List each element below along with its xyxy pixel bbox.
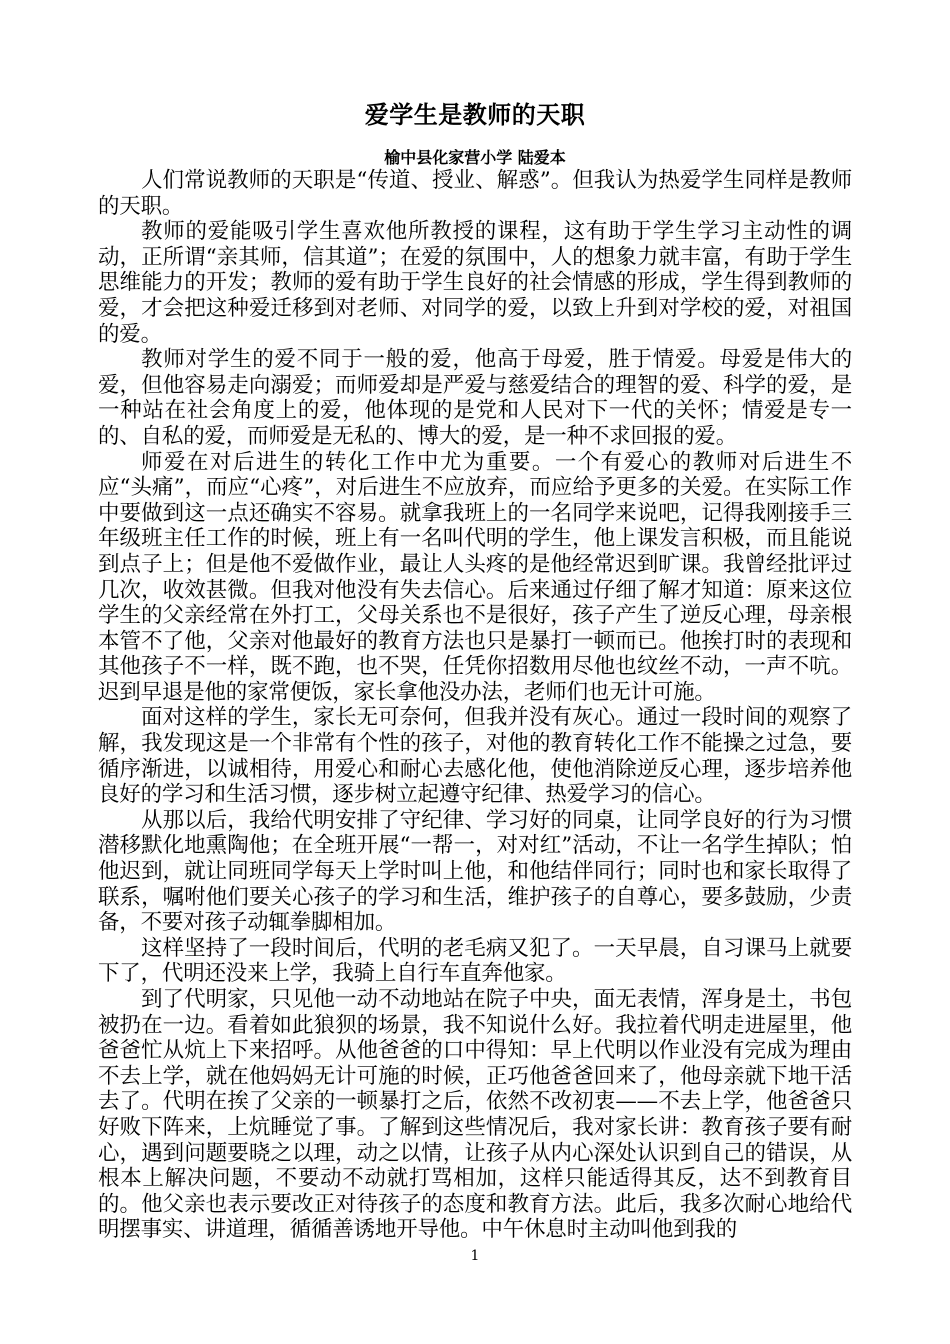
paragraph: 教师的爱能吸引学生喜欢他所教授的课程，这有助于学生学习主动性的调动，正所谓“亲其师，信其道”；在爱的氛围中，人的想象力就丰富，有助于学生思维能力的开发；教师的爱有助于学生良好的社会情感的形成，学生得到教师的爱，才会把这种爱迁移到对老师、对同学的爱，以致上升到对学校的爱，对祖国的爱。	[98, 219, 852, 347]
paragraph: 从那以后，我给代明安排了守纪律、学习好的同桌，让同学良好的行为习惯潜移默化地熏陶他；在全班开展“一帮一，对对红”活动，不让一名学生掉队；怕他迟到，就让同班同学每天上学时叫上他，和他结伴同行；同时也和家长取得了联系，嘱咐他们要关心孩子的学习和生活，维护孩子的自尊心，要多鼓励，少责备，不要对孩子动辄拳脚相加。	[98, 807, 852, 936]
paragraph: 面对这样的学生，家长无可奈何，但我并没有灰心。通过一段时间的观察了解，我发现这是一个非常有个性的孩子，对他的教育转化工作不能操之过急，要循序渐进，以诚相待，用爱心和耐心去感化他，使他消除逆反心理，逐步培养他良好的学习和生活习惯，逐步树立起遵守纪律、热爱学习的信心。	[98, 705, 852, 808]
paragraph: 师爱在对后进生的转化工作中尤为重要。一个有爱心的教师对后进生不应“头痛”，而应“心疼”，对后进生不应放弃，而应给予更多的关爱。在实际工作中要做到这一点还确实不容易。就拿我班上的一名同学来说吧，记得我刚接手三年级班主任工作的时候，班上有一名叫代明的学生，他上课发言积极，而且能说到点子上；但是他不爱做作业，最让人头疼的是他经常迟到旷课。我曾经批评过几次，收效甚微。但我对他没有失去信心。后来通过仔细了解才知道：原来这位学生的父亲经常在外打工，父母关系也不是很好，孩子产生了逆反心理，母亲根本管不了他，父亲对他最好的教育方法也只是暴打一顿而已。他挨打时的表现和其他孩子不一样，既不跑，也不哭，任凭你招数用尽他也纹丝不动，一声不吭。迟到早退是他的家常便饭，家长拿他没办法，老师们也无计可施。	[98, 449, 852, 705]
paragraph: 人们常说教师的天职是“传道、授业、解惑”。但我认为热爱学生同样是教师的天职。	[98, 168, 852, 219]
paragraph: 教师对学生的爱不同于一般的爱，他高于母爱，胜于情爱。母爱是伟大的爱，但他容易走向溺爱；而师爱却是严爱与慈爱结合的理智的爱、科学的爱，是一种站在社会角度上的爱，他体现的是党和人民对下一代的关怀；情爱是专一的、自私的爱，而师爱是无私的、博大的爱，是一种不求回报的爱。	[98, 347, 852, 449]
document-title: 爱学生是教师的天职	[364, 100, 586, 129]
document-page	[98, 100, 852, 1243]
page-number: 1	[470, 1248, 480, 1264]
document-author: 榆中县化家营小学 陆爱本	[384, 148, 566, 167]
paragraph: 这样坚持了一段时间后，代明的老毛病又犯了。一天早晨，自习课马上就要下了，代明还没来上学，我骑上自行车直奔他家。	[98, 935, 852, 987]
paragraph: 到了代明家，只见他一动不动地站在院子中央，面无表情，浑身是土，书包被扔在一边。看着如此狼狈的场景，我不知说什么好。我拉着代明走进屋里，他爸爸忙从炕上下来招呼。从他爸爸的口中得知：早上代明以作业没有完成为理由不去上学，就在他妈妈无计可施的时候，正巧他爸爸回来了，他母亲就下地干活去了。代明在挨了父亲的一顿暴打之后，依然不改初衷——不去上学，他爸爸只好败下阵来，上炕睡觉了事。了解到这些情况后，我对家长讲：教育孩子要有耐心，遇到问题要晓之以理，动之以情，让孩子从内心深处认识到自己的错误，从根本上解决问题，不要动不动就打骂相加，这样只能适得其反，达不到教育目的。他父亲也表示要改正对待孩子的态度和教育方法。此后，我多次耐心地给代明摆事实、讲道理，循循善诱地开导他。中午休息时主动叫他到我的	[98, 987, 852, 1243]
